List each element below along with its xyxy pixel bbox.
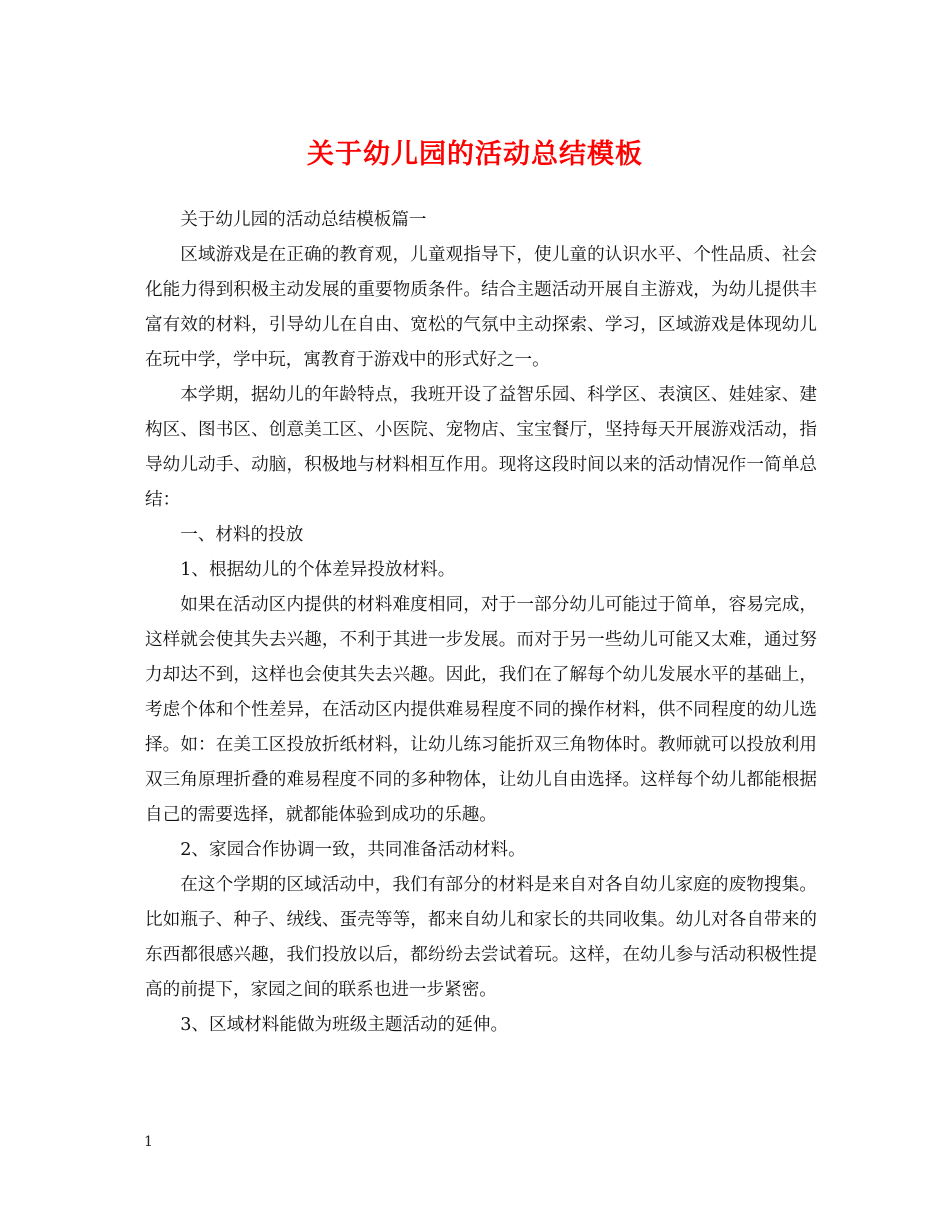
paragraph: 在这个学期的区域活动中，我们有部分的材料是来自对各自幼儿家庭的废物搜集。比如瓶子、种子、绒线、蛋壳等等，都来自幼儿和家长的共同收集。幼儿对各自带来的东西都很感兴趣，我们投放以后，都纷纷去尝试着玩。这样，在幼儿参与活动积极性提高的前提下，家园之间的联系也进一步紧密。	[145, 875, 817, 1000]
paragraph: 区域游戏是在正确的教育观，儿童观指导下，使儿童的认识水平、个性品质、社会化能力得到积极主动发展的重要物质条件。结合主题活动开展自主游戏，为幼儿提供丰富有效的材料，引导幼儿在自由、宽松的气氛中主动探索、学习，区域游戏是体现幼儿在玩中学，学中玩，寓教育于游戏中的形式好之一。	[145, 245, 817, 370]
list-item-heading: 1、根据幼儿的个体差异投放材料。	[180, 560, 456, 580]
list-item-heading: 2、家园合作协调一致，共同准备活动材料。	[180, 840, 526, 860]
paragraph: 本学期，据幼儿的年龄特点，我班开设了益智乐园、科学区、表演区、娃娃家、建构区、图书区、创意美工区、小医院、宠物店、宝宝餐厅，坚持每天开展游戏活动，指导幼儿动手、动脑，积极地与材料相互作用。现将这段时间以来的活动情况作一简单总结：	[145, 385, 817, 510]
document-title: 关于幼儿园的活动总结模板	[307, 139, 643, 170]
page-number: 1	[144, 1134, 153, 1150]
section-heading: 关于幼儿园的活动总结模板篇一	[180, 210, 427, 230]
document-body	[145, 203, 817, 1043]
list-item-heading: 3、区域材料能做为班级主题活动的延伸。	[180, 1015, 509, 1035]
subsection-heading: 一、材料的投放	[180, 525, 304, 545]
paragraph: 如果在活动区内提供的材料难度相同，对于一部分幼儿可能过于简单，容易完成，这样就会使其失去兴趣，不利于其进一步发展。而对于另一些幼儿可能又太难，通过努力却达不到，这样也会使其失去兴趣。因此，我们在了解每个幼儿发展水平的基础上，考虑个体和个性差异，在活动区内提供难易程度不同的操作材料，供不同程度的幼儿选择。如：在美工区投放折纸材料，让幼儿练习能折双三角物体时。教师就可以投放利用双三角原理折叠的难易程度不同的多种物体，让幼儿自由选择。这样每个幼儿都能根据自己的需要选择，就都能体验到成功的乐趣。	[145, 595, 817, 825]
